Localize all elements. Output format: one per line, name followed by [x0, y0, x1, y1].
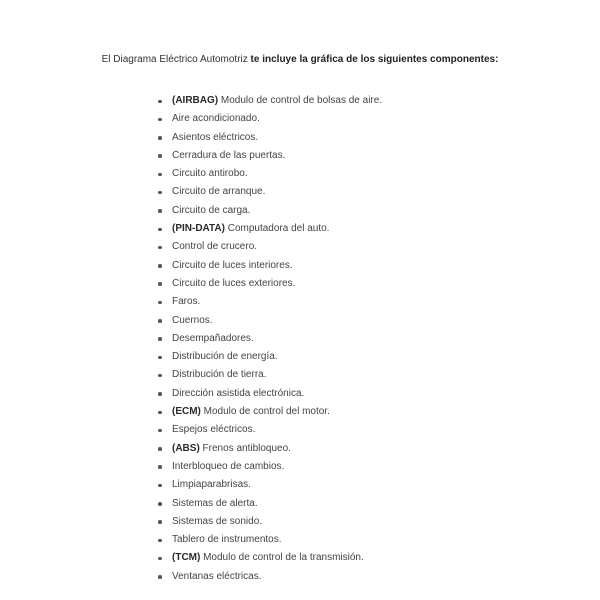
list-item — [155, 348, 382, 366]
list-item — [155, 421, 382, 439]
intro-text: El Diagrama Eléctrico Automotriz — [101, 54, 251, 65]
list-item — [155, 165, 382, 183]
component-text: Modulo de control de bolsas de aire. — [218, 95, 383, 106]
list-item — [155, 403, 382, 421]
bullet-icon — [158, 502, 162, 506]
component-text: Cuernos. — [172, 314, 213, 326]
component-code: (TCM) — [172, 552, 201, 564]
bullet-icon — [158, 539, 162, 543]
list-item — [155, 129, 382, 147]
component-text: Desempañadores. — [172, 332, 254, 344]
component-text: Ventanas eléctricas. — [172, 570, 262, 582]
bullet-icon — [158, 264, 162, 268]
list-item — [155, 257, 382, 275]
component-text: Sistemas de alerta. — [172, 497, 258, 509]
bullet-icon — [158, 209, 162, 213]
bullet-icon — [158, 575, 162, 579]
bullet-icon — [158, 520, 162, 524]
component-text: Aire acondicionado. — [172, 113, 260, 125]
component-text: Computadora del auto. — [224, 223, 330, 235]
component-text: Circuito de luces exteriores. — [172, 277, 296, 289]
component-text: Dirección asistida electrónica. — [172, 387, 305, 399]
list-item — [155, 531, 382, 549]
list-item — [155, 568, 382, 586]
component-text: Modulo de control de la transmisión. — [200, 552, 364, 564]
bullet-icon — [158, 447, 162, 451]
bullet-icon — [158, 484, 162, 488]
list-item — [155, 549, 382, 567]
list-item — [155, 312, 382, 330]
list-item — [155, 495, 382, 513]
list-item — [155, 385, 382, 403]
bullet-icon — [158, 557, 162, 561]
list-item — [155, 275, 382, 293]
bullet-icon — [158, 136, 162, 140]
list-item — [155, 330, 382, 348]
bullet-icon — [158, 392, 162, 396]
component-list — [155, 92, 382, 586]
component-text: Circuito de arranque. — [172, 186, 266, 198]
component-text: Circuito de carga. — [172, 204, 251, 216]
bullet-icon — [158, 100, 162, 104]
list-item — [155, 513, 382, 531]
component-code: (ECM) — [172, 406, 201, 418]
bullet-icon — [158, 154, 162, 158]
list-item — [155, 220, 382, 238]
bullet-icon — [158, 282, 162, 286]
bullet-icon — [158, 319, 162, 323]
component-text: Espejos eléctricos. — [172, 424, 256, 436]
component-text: Frenos antibloqueo. — [199, 442, 291, 454]
component-text: Modulo de control del motor. — [200, 406, 330, 418]
component-text: Distribución de energía. — [172, 351, 278, 363]
bullet-icon — [158, 301, 162, 305]
bullet-icon — [158, 429, 162, 433]
bullet-icon — [158, 228, 162, 232]
component-code: (PIN-DATA) — [172, 223, 225, 235]
bullet-icon — [158, 246, 162, 250]
bullet-icon — [158, 191, 162, 195]
bullet-icon — [158, 356, 162, 360]
list-item — [155, 238, 382, 256]
component-text: Sistemas de sonido. — [172, 515, 263, 527]
component-text: Circuito antirobo. — [172, 168, 248, 180]
component-text: Asientos eléctricos. — [172, 131, 259, 143]
bullet-icon — [158, 374, 162, 378]
list-item — [155, 476, 382, 494]
component-code: (ABS) — [172, 442, 200, 454]
list-item — [155, 92, 382, 110]
component-text: Tablero de instrumentos. — [172, 534, 282, 546]
component-text: Circuito de luces interiores. — [172, 259, 293, 271]
component-code: (AIRBAG) — [172, 95, 219, 106]
bullet-icon — [158, 173, 162, 177]
bullet-icon — [158, 337, 162, 341]
component-text: Limpiaparabrisas. — [172, 479, 251, 491]
list-item — [155, 202, 382, 220]
intro-paragraph — [50, 52, 550, 68]
bullet-icon — [158, 411, 162, 415]
component-text: Cerradura de las puertas. — [172, 149, 286, 161]
list-item — [155, 440, 382, 458]
list-item — [155, 293, 382, 311]
list-item — [155, 458, 382, 476]
bullet-icon — [158, 465, 162, 469]
component-text: Faros. — [172, 296, 201, 308]
component-text: Distribución de tierra. — [172, 369, 267, 381]
intro-bold-text: te incluye la gráfica de los siguientes componentes: — [250, 54, 499, 65]
list-item — [155, 110, 382, 128]
component-text: Control de crucero. — [172, 241, 258, 253]
bullet-icon — [158, 118, 162, 122]
list-item — [155, 183, 382, 201]
list-item — [155, 366, 382, 384]
list-item — [155, 147, 382, 165]
component-text: Interbloqueo de cambios. — [172, 460, 285, 472]
